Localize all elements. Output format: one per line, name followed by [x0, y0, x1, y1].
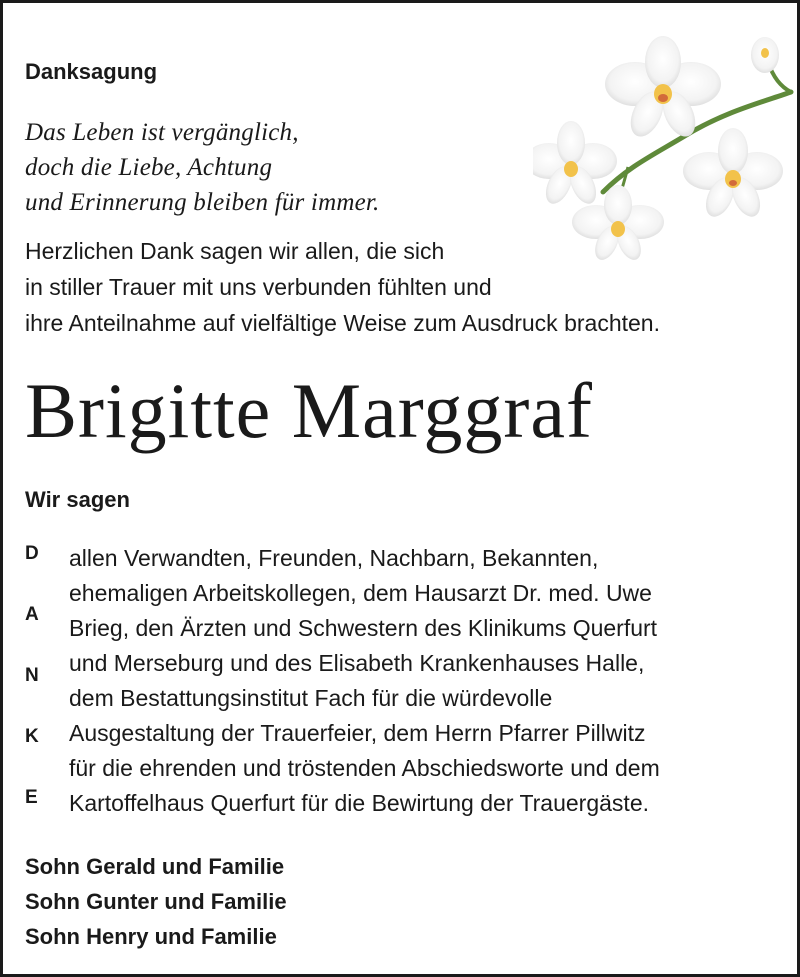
danke-line: ehemaligen Arbeitskollegen, dem Hausarzt Dr. med. Uwe	[69, 580, 652, 606]
danke-line: dem Bestattungsinstitut Fach für die würdevolle	[69, 685, 553, 711]
orchid-image	[533, 17, 795, 267]
danke-acrostic	[25, 543, 55, 848]
motto-line: und Erinnerung bleiben für immer.	[25, 189, 380, 216]
intro	[25, 233, 660, 341]
signoff	[25, 849, 287, 954]
danke-line: Brieg, den Ärzten und Schwestern des Klinikums Querfurt	[69, 615, 658, 641]
deceased-name: Brigitte Marggraf	[25, 367, 593, 454]
danke-line: für die ehrenden und tröstenden Abschiedsworte und dem	[69, 755, 660, 781]
wir-sagen: Wir sagen	[25, 487, 130, 512]
motto-line: Das Leben ist vergänglich,	[25, 119, 299, 146]
signoff-line: Sohn Gerald und Familie	[25, 854, 285, 879]
signoff-line: Sohn Henry und Familie	[25, 924, 277, 949]
danke-line: Ausgestaltung der Trauerfeier, dem Herrn Pfarrer Pillwitz	[69, 720, 646, 746]
danke-letter: N	[25, 665, 39, 686]
danke-line: Kartoffelhaus Querfurt für die Bewirtung der Trauergäste.	[69, 790, 649, 816]
danke-text	[69, 541, 660, 821]
danke-letter: A	[25, 604, 39, 625]
intro-line: Herzlichen Dank sagen wir allen, die sich	[25, 238, 445, 264]
heading: Danksagung	[25, 59, 158, 84]
intro-line: in stiller Trauer mit uns verbunden fühlten und	[25, 274, 492, 300]
orchid-icon	[533, 17, 795, 267]
motto-line: doch die Liebe, Achtung	[25, 154, 273, 181]
intro-line: ihre Anteilnahme auf vielfältige Weise zum Ausdruck brachten.	[25, 310, 660, 336]
signoff-line: Sohn Gunter und Familie	[25, 889, 287, 914]
danke-letter: D	[25, 543, 39, 564]
danke-line: allen Verwandten, Freunden, Nachbarn, Bekannten,	[69, 545, 599, 571]
danke-line: und Merseburg und des Elisabeth Krankenhauses Halle,	[69, 650, 645, 676]
danke-letter: K	[25, 726, 39, 747]
danke-letter: E	[25, 787, 38, 808]
motto	[25, 115, 380, 220]
